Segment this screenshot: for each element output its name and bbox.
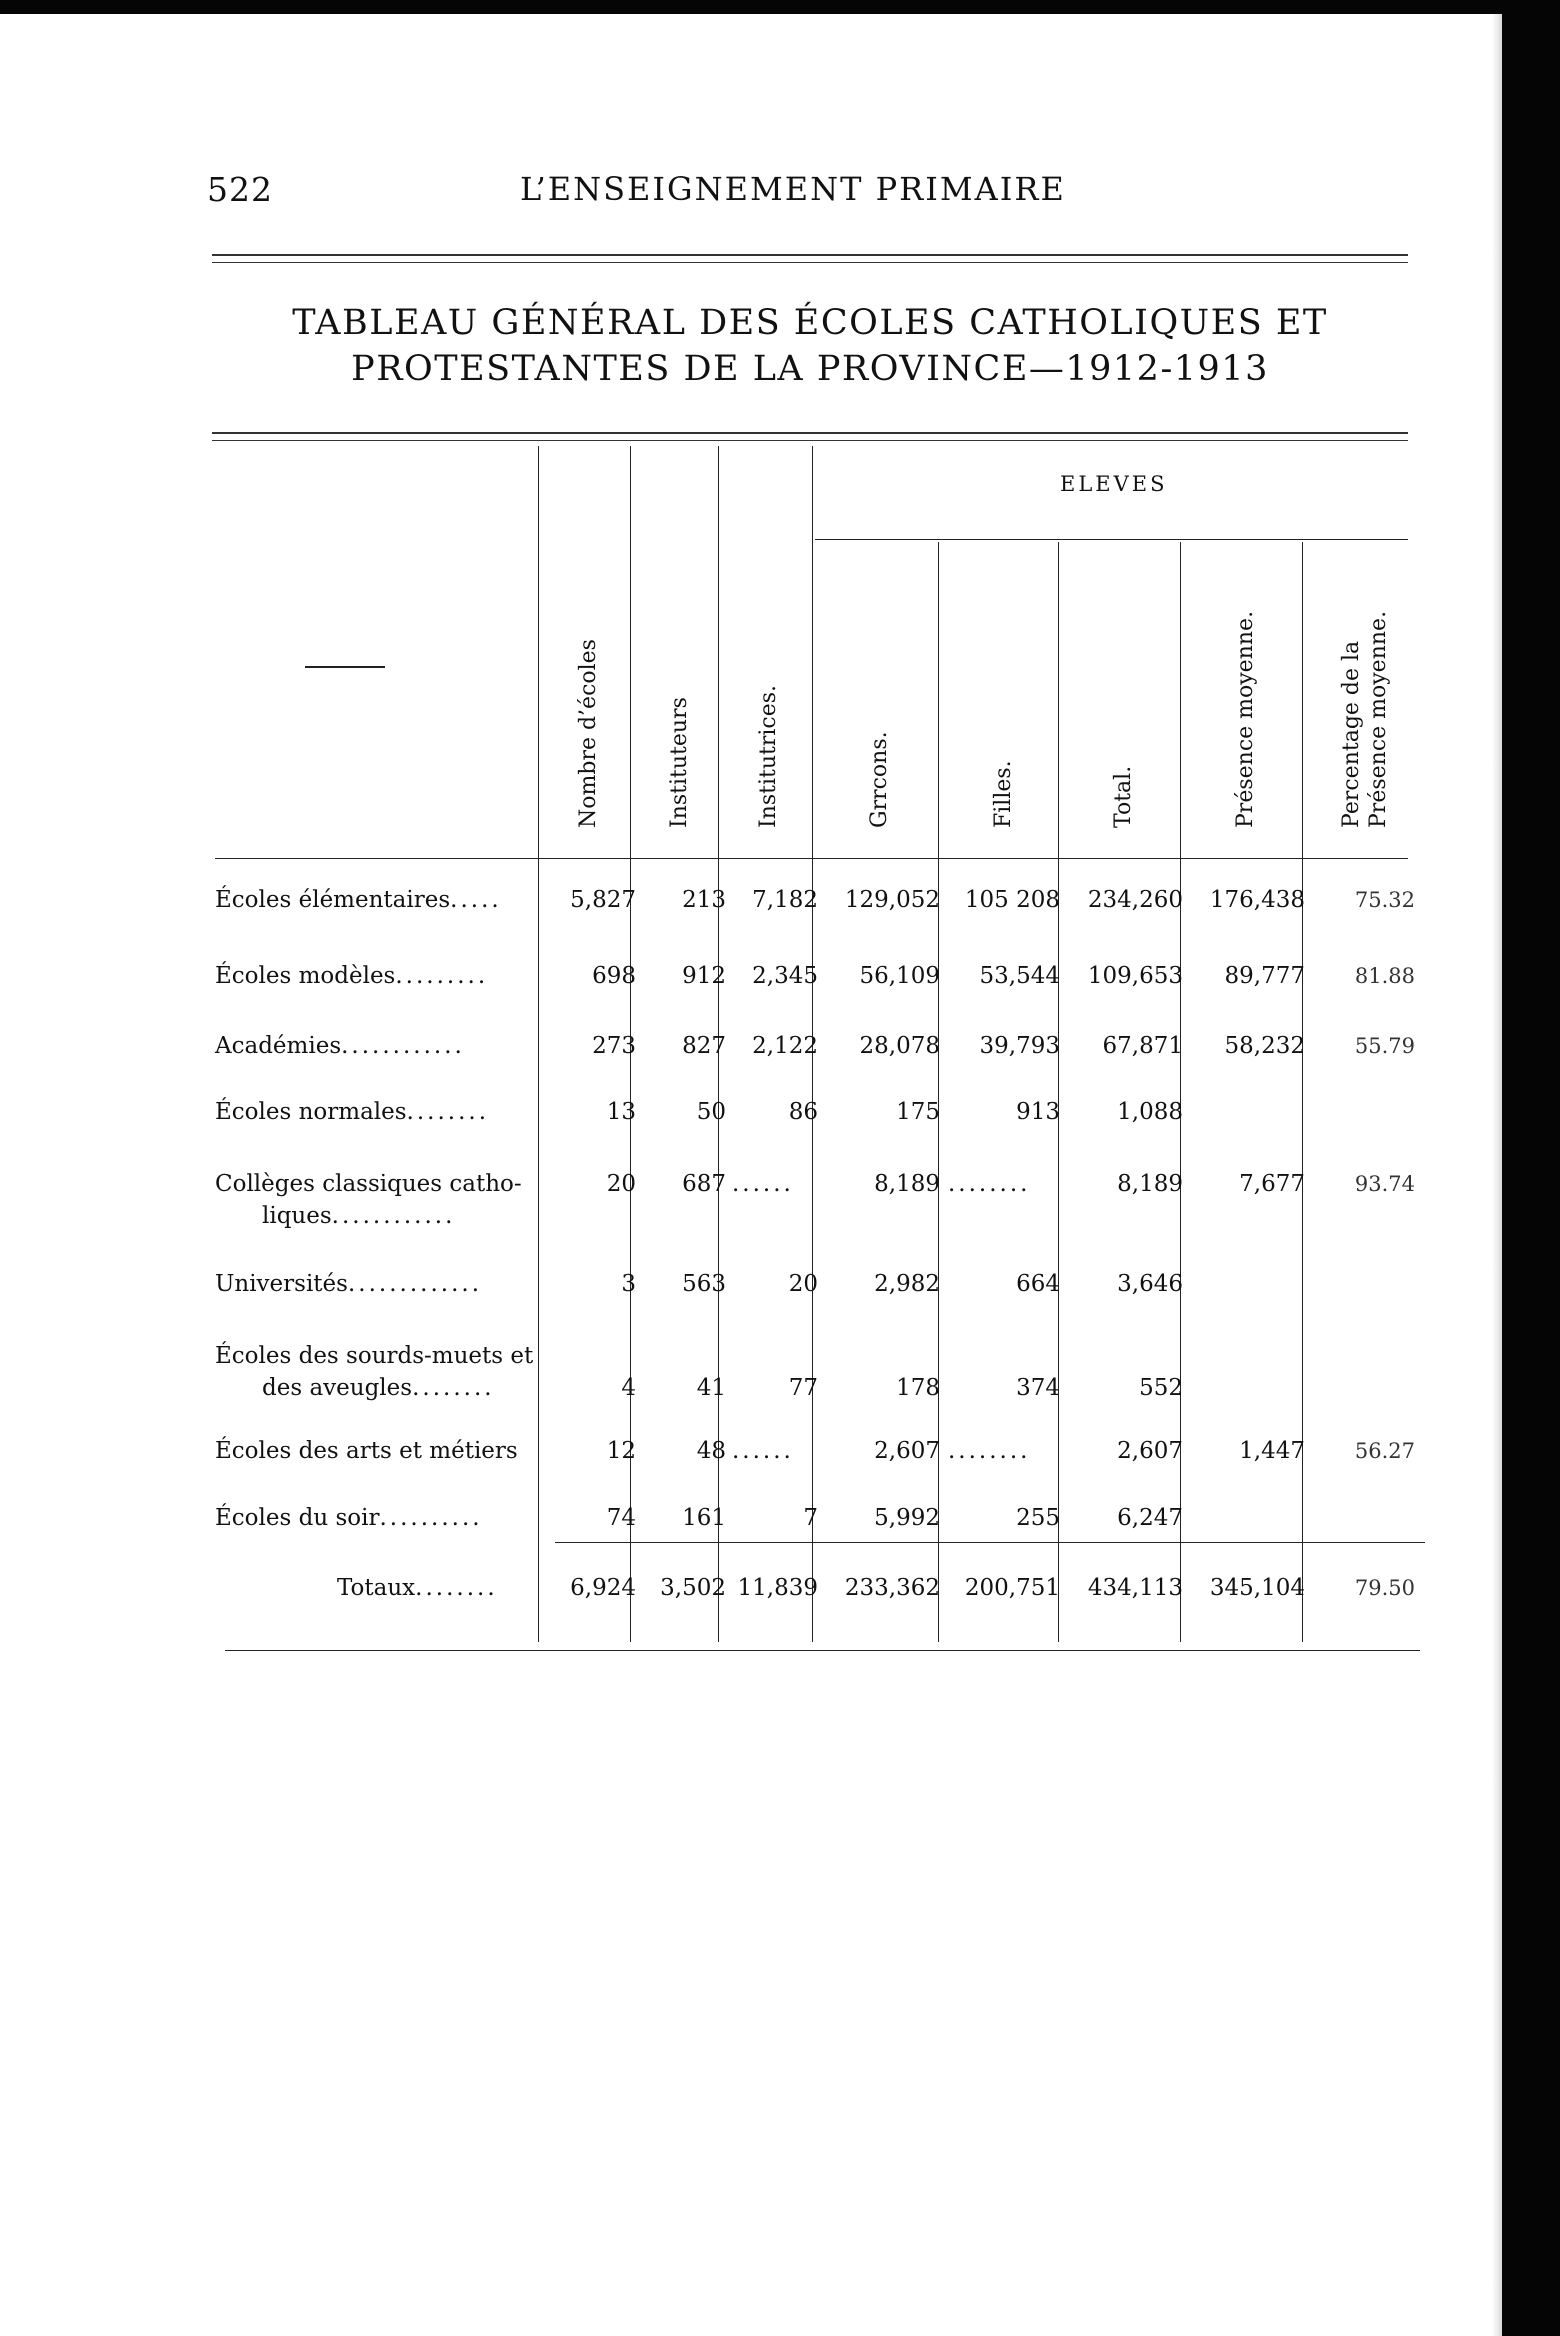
table-cell: 161 <box>682 1505 726 1531</box>
row-label-text: Écoles des sourds-muets et <box>215 1343 534 1369</box>
table-title-line-2: PROTESTANTES DE LA PROVINCE—1912-1913 <box>351 349 1269 389</box>
table-cell: 912 <box>682 963 726 989</box>
table-cell: 77 <box>788 1375 818 1401</box>
col-head-total: Total. <box>1111 765 1136 828</box>
group-header-rule <box>815 539 1408 540</box>
table-cell: 7,677 <box>1239 1171 1305 1197</box>
row-label-line-1 <box>215 1268 540 1300</box>
group-header-eleves: ELEVES <box>1060 472 1168 496</box>
totals-cell: 3,502 <box>660 1575 726 1601</box>
dot-leader: ............. <box>347 1271 483 1297</box>
row-label-line-1 <box>215 1435 540 1467</box>
dot-leader: ......... <box>395 963 489 989</box>
table-title <box>212 300 1408 392</box>
table-cell: 67,871 <box>1102 1033 1183 1059</box>
dot-leader: ........ <box>412 1375 495 1401</box>
totals-label <box>215 1572 547 1604</box>
totals-cell: 11,839 <box>737 1575 818 1601</box>
table-cell: ........ <box>948 1438 1031 1464</box>
dot-leader: ..... <box>450 887 502 913</box>
dot-leader: ........ <box>406 1099 490 1125</box>
col-rule <box>1302 542 1303 1642</box>
header-rule <box>212 254 1408 256</box>
row-label <box>215 1030 540 1062</box>
col-rule <box>938 542 939 1642</box>
table-cell: 74 <box>606 1505 636 1531</box>
scan-edge-right <box>1502 0 1560 2336</box>
totals-label-text: Totaux <box>337 1575 416 1601</box>
row-label <box>215 1168 540 1232</box>
table-cell: 86 <box>788 1099 818 1125</box>
table-cell: 93.74 <box>1354 1172 1415 1196</box>
totals-rule <box>555 1542 1425 1543</box>
table-cell: 13 <box>606 1099 636 1125</box>
table-cell: 687 <box>682 1171 726 1197</box>
col-head-nombre-ecoles: Nombre d’écoles <box>576 639 601 828</box>
table-cell: 374 <box>1016 1375 1060 1401</box>
table-cell: 8,189 <box>1117 1171 1183 1197</box>
row-label-text: Universités <box>215 1271 348 1297</box>
totals-cell: 79.50 <box>1354 1576 1415 1600</box>
row-label-line-1 <box>215 1096 540 1128</box>
row-label <box>215 1096 540 1128</box>
row-label <box>215 1268 540 1300</box>
table-cell: 129,052 <box>844 887 940 913</box>
row-label-text: Écoles élémentaires <box>215 887 451 913</box>
table-cell: 664 <box>1016 1271 1060 1297</box>
col-head-institutrices: Institutrices. <box>756 684 781 828</box>
table-cell: 41 <box>696 1375 726 1401</box>
totals-cell: 6,924 <box>570 1575 636 1601</box>
row-label-line-1 <box>215 1168 540 1200</box>
totals-cell: 345,104 <box>1209 1575 1305 1601</box>
page-number: 522 <box>207 170 273 209</box>
col-head-garcons: Grrcons. <box>867 731 892 828</box>
table-cell: 75.32 <box>1354 888 1415 912</box>
col-head-percentage <box>1338 611 1392 828</box>
row-label-text: Écoles du soir <box>215 1505 380 1531</box>
row-label <box>215 960 540 992</box>
row-label-line-1 <box>215 884 540 916</box>
row-label <box>215 1502 540 1534</box>
table-cell: ...... <box>732 1171 794 1197</box>
table-top-rule <box>212 432 1408 434</box>
dot-leader: ............ <box>341 1033 465 1059</box>
table-bottom-rule <box>225 1650 1420 1651</box>
row-label-line-1 <box>215 1340 540 1372</box>
row-label-text-continued: des aveugles <box>262 1375 413 1401</box>
table-cell: 109,653 <box>1087 963 1183 989</box>
table-cell: 2,122 <box>752 1033 818 1059</box>
table-cell: 273 <box>592 1033 636 1059</box>
row-label-line-1 <box>215 1030 540 1062</box>
row-label-text-continued: liques <box>262 1203 332 1229</box>
row-label <box>215 1435 540 1467</box>
table-cell: 175 <box>896 1099 940 1125</box>
table-cell: 1,088 <box>1117 1099 1183 1125</box>
table-cell: 2,982 <box>874 1271 940 1297</box>
col-head-presence-moyenne: Présence moyenne. <box>1233 610 1258 828</box>
table-cell: 50 <box>696 1099 726 1125</box>
col-rule <box>1180 542 1181 1642</box>
table-cell: 28,078 <box>859 1033 940 1059</box>
header-rule-thin <box>212 262 1408 263</box>
col-head-filles: Filles. <box>991 760 1016 828</box>
header-bottom-rule <box>215 858 1408 859</box>
table-cell: 176,438 <box>1209 887 1305 913</box>
page-gutter-shadow <box>1492 14 1502 2336</box>
table-cell: 8,189 <box>874 1171 940 1197</box>
col-head-instituteurs: Instituteurs <box>667 697 692 828</box>
table-cell: 20 <box>788 1271 818 1297</box>
table-cell: 4 <box>621 1375 636 1401</box>
table-cell: 58,232 <box>1224 1033 1305 1059</box>
table-cell: 1,447 <box>1239 1438 1305 1464</box>
table-cell: 5,992 <box>874 1505 940 1531</box>
table-cell: 48 <box>696 1438 726 1464</box>
table-cell: 7,182 <box>752 887 818 913</box>
table-cell: 2,345 <box>752 963 818 989</box>
table-title-line-1: TABLEAU GÉNÉRAL DES ÉCOLES CATHOLIQUES ET <box>292 303 1328 343</box>
dot-leader: .......... <box>379 1505 483 1531</box>
table-cell: 552 <box>1139 1375 1183 1401</box>
row-label-text: Écoles modèles <box>215 963 396 989</box>
table-top-rule-thin <box>212 440 1408 441</box>
table-cell: 7 <box>803 1505 818 1531</box>
table-cell: 3,646 <box>1117 1271 1183 1297</box>
table-cell: 89,777 <box>1224 963 1305 989</box>
table-cell: 55.79 <box>1354 1034 1415 1058</box>
table-cell: 39,793 <box>979 1033 1060 1059</box>
row-label <box>215 1340 540 1404</box>
table-cell: 53,544 <box>979 963 1060 989</box>
totals-cell: 434,113 <box>1087 1575 1183 1601</box>
running-title: L’ENSEIGNEMENT PRIMAIRE <box>520 170 1066 208</box>
row-label-line-2 <box>215 1200 540 1232</box>
totals-cell: 200,751 <box>964 1575 1060 1601</box>
row-label-text: Académies <box>215 1033 342 1059</box>
table-cell: 213 <box>682 887 726 913</box>
row-label-line-2 <box>215 1372 540 1404</box>
table-cell: 6,247 <box>1117 1505 1183 1531</box>
row-label-text: Écoles des arts et métiers <box>215 1438 518 1464</box>
totals-cell: 233,362 <box>844 1575 940 1601</box>
table-cell: 105 208 <box>964 887 1060 913</box>
row-label-line-1 <box>215 1502 540 1534</box>
row-label <box>215 884 540 916</box>
col-head-percentage-line-1: Percentage de la <box>1339 640 1364 828</box>
table-cell: ........ <box>948 1171 1031 1197</box>
col-head-percentage-line-2: Présence moyenne. <box>1366 610 1391 828</box>
table-cell: 56,109 <box>859 963 940 989</box>
table-cell: 698 <box>592 963 636 989</box>
stub-header-dash <box>305 666 385 668</box>
dot-leader: ............ <box>331 1203 456 1229</box>
table-cell: 827 <box>682 1033 726 1059</box>
dot-leader: ........ <box>415 1575 498 1601</box>
table-cell: 255 <box>1016 1505 1060 1531</box>
table-cell: 178 <box>896 1375 940 1401</box>
table-cell: 20 <box>606 1171 636 1197</box>
table-cell: ...... <box>732 1438 794 1464</box>
table-cell: 81.88 <box>1354 964 1415 988</box>
table-cell: 12 <box>606 1438 636 1464</box>
table-cell: 2,607 <box>1117 1438 1183 1464</box>
table-cell: 563 <box>682 1271 726 1297</box>
row-label-line-1 <box>215 960 540 992</box>
table-cell: 913 <box>1016 1099 1060 1125</box>
table-cell: 3 <box>621 1271 636 1297</box>
table-cell: 56.27 <box>1354 1439 1415 1463</box>
row-label-text: Écoles normales <box>215 1099 407 1125</box>
table-cell: 234,260 <box>1087 887 1183 913</box>
table-cell: 2,607 <box>874 1438 940 1464</box>
table-cell: 5,827 <box>570 887 636 913</box>
col-rule <box>1058 542 1059 1642</box>
row-label-text: Collèges classiques catho- <box>215 1171 522 1197</box>
scan-edge-top <box>0 0 1560 14</box>
